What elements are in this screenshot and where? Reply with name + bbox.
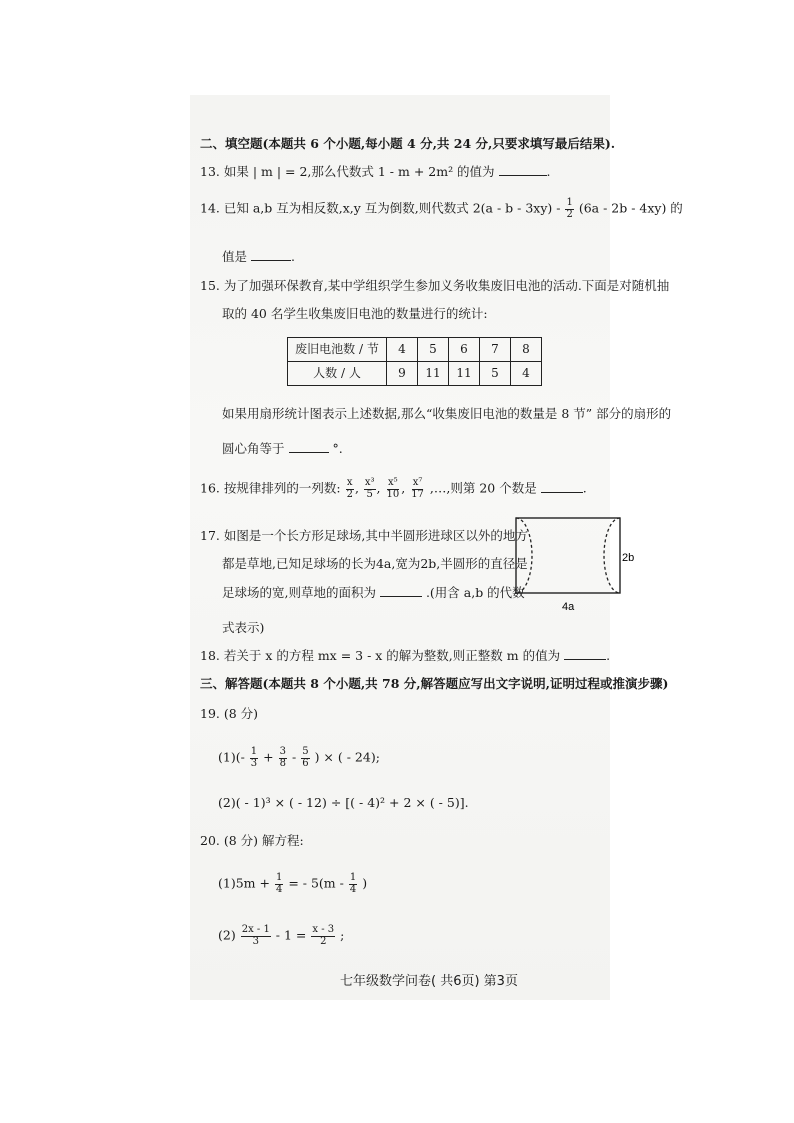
question-18: 18. 若关于 x 的方程 mx = 3 - x 的解为整数,则正整数 m 的值为 . [200, 648, 611, 663]
table-cell: 8 [511, 338, 542, 362]
length-label: 4a [562, 601, 575, 613]
question-16: 16. 按规律排列的一列数: $\frac{x}{2}$ , $\frac{\text{x³}}{5}$ , $\frac{\text{x⁵}}{10}$ , $\frac{\text{x⁷}}{17}$ ,…,则第 20 个数是 . [200, 477, 587, 500]
fraction-denominator: 8 [279, 757, 286, 769]
page-footer: 七年级数学问卷( 共6页) 第3页 [340, 974, 518, 989]
question-14-line2: 值是 . [222, 249, 295, 264]
section2-heading: 二、填空题(本题共 6 个小题,每小题 4 分,共 24 分,只要求填写最后结果). [200, 136, 616, 151]
sequence-term-1 [346, 478, 354, 500]
fraction-denominator: 4 [349, 883, 357, 895]
question-15-line2: 取的 40 名学生收集废旧电池的数量进行的统计: [222, 306, 488, 321]
fraction-numerator: x³ [364, 477, 375, 488]
fraction-numerator: x [346, 477, 353, 488]
question-17-line4: 式表示) [222, 620, 265, 635]
table-cell: 6 [449, 338, 480, 362]
equation-prefix: (2) [218, 927, 236, 943]
fraction-denominator: 17 [411, 488, 424, 500]
left-goal-semicircle [516, 518, 532, 593]
fraction-numerator: x⁵ [388, 477, 398, 488]
equation-prefix: (1)5m + [218, 875, 270, 891]
expr-fraction-1 [250, 747, 258, 769]
battery-stats-table [287, 337, 542, 386]
table-cell: 11 [449, 362, 480, 386]
table-row [288, 338, 542, 362]
question-15-line1: 15. 为了加强环保教育,某中学组织学生参加义务收集废旧电池的活动.下面是对随机抽 [200, 278, 670, 293]
expr-prefix: (1)(- [218, 749, 245, 765]
question-17-line3 [222, 584, 525, 602]
fraction-denominator: 6 [302, 757, 309, 769]
table-header-people: 人数 / 人 [288, 362, 387, 386]
answer-blank-16 [541, 491, 583, 493]
fraction-denominator: 5 [366, 488, 373, 500]
table-header-batteries: 废旧电池数 / 节 [288, 338, 387, 362]
question-13-text: 13. 如果 | m | = 2,那么代数式 1 - m + 2m² 的值为 [200, 164, 495, 179]
table-cell: 7 [480, 338, 511, 362]
question-17-area-label: 足球场的宽,则草地的面积为 [222, 585, 376, 600]
fraction-numerator: 3 [279, 746, 286, 757]
question-16-text-b: ,…,则第 20 个数是 [429, 480, 537, 496]
question-17-line2: 都是草地,已知足球场的长为4a,宽为2b,半圆形的直径是 [222, 556, 528, 571]
fraction-denominator: 2 [566, 208, 573, 220]
question-20-part2 [218, 925, 344, 947]
table-row [288, 362, 542, 386]
table-cell: 5 [418, 338, 449, 362]
fraction-denominator: 2 [346, 488, 353, 500]
fraction-denominator: 3 [250, 757, 258, 769]
equation-suffix: ) [362, 875, 368, 891]
question-18-text: 18. 若关于 x 的方程 mx = 3 - x 的解为整数,则正整数 m 的值为 [200, 648, 561, 663]
fraction-numerator: 2x - 1 [241, 924, 270, 935]
expr-fraction-2 [279, 747, 287, 769]
fraction-numerator: x - 3 [312, 924, 335, 935]
question-15-line4 [222, 440, 343, 458]
field-rectangle [516, 518, 620, 593]
equation-fraction-2 [349, 873, 357, 895]
equation-middle: - 1 = [275, 927, 307, 943]
right-goal-semicircle [604, 518, 620, 593]
table-cell: 4 [511, 362, 542, 386]
answer-blank-17 [380, 595, 422, 597]
question-13: 13. 如果 | m | = 2,那么代数式 1 - m + 2m² 的值为 . [200, 164, 551, 179]
section3-heading: 三、解答题(本题共 8 个小题,共 78 分,解答题应写出文字说明,证明过程或推演步骤) [200, 676, 669, 691]
fraction-denominator: 2 [320, 935, 327, 947]
question-19-part1 [218, 747, 380, 769]
expr-fraction-3 [301, 747, 309, 769]
question-19-title: 19. (8 分) [200, 706, 259, 721]
question-14-text-a: 14. 已知 a,b 互为相反数,x,y 互为倒数,则代数式 2(a - b - 3xy) - [200, 200, 561, 216]
answer-blank-14 [251, 259, 291, 261]
minus-operator: - [291, 749, 297, 765]
equation-fraction-1 [241, 925, 271, 947]
question-14-text-b: (6a - 2b - 4xy) 的 [578, 200, 683, 216]
question-15-angle-label: 圆心角等于 [222, 441, 285, 456]
question-14-value-label: 值是 [222, 249, 248, 264]
fraction-numerator: x⁷ [412, 477, 423, 488]
fraction-numerator: 1 [349, 872, 357, 883]
degree-suffix: °. [332, 441, 343, 456]
fraction-denominator: 3 [252, 935, 259, 947]
equation-fraction-1 [275, 873, 283, 895]
table-cell: 11 [418, 362, 449, 386]
width-label: 2b [622, 552, 635, 564]
answer-blank-15 [289, 451, 329, 453]
question-19-part2: (2)( - 1)³ × ( - 12) ÷ [( - 4)² + 2 × ( - 5)]. [218, 795, 469, 810]
plus-operator: + [263, 749, 274, 765]
question-14 [200, 198, 683, 220]
answer-blank-13 [499, 174, 547, 176]
question-20-title: 20. (8 分) 解方程: [200, 833, 304, 848]
answer-blank-18 [564, 658, 606, 660]
table-cell: 9 [387, 362, 418, 386]
sequence-term-3 [386, 478, 401, 500]
equation-fraction-2 [311, 925, 335, 947]
table-cell: 5 [480, 362, 511, 386]
fraction-denominator: 10 [386, 488, 400, 500]
question-16-text-a: 16. 按规律排列的一列数: [200, 480, 341, 496]
question-17-note: .(用含 a,b 的代数 [425, 585, 525, 600]
sequence-term-4 [410, 478, 425, 500]
fraction-numerator: 1 [275, 872, 283, 883]
question-14-fraction [565, 198, 573, 220]
sequence-term-2 [364, 478, 376, 500]
fraction-numerator: 5 [302, 746, 309, 757]
fraction-numerator: 1 [566, 197, 573, 208]
expr-suffix: ) × ( - 24); [314, 749, 380, 765]
table-cell: 4 [387, 338, 418, 362]
question-20-part1 [218, 873, 367, 895]
soccer-field-figure [512, 515, 640, 615]
question-15-line3: 如果用扇形统计图表示上述数据,那么“收集废旧电池的数量是 8 节” 部分的扇形的 [222, 406, 672, 421]
question-17-line1: 17. 如图是一个长方形足球场,其中半圆形进球区以外的地方 [200, 528, 528, 543]
equation-middle: = - 5(m - [288, 875, 344, 891]
fraction-denominator: 4 [275, 883, 283, 895]
equation-suffix: ; [340, 927, 345, 943]
fraction-numerator: 1 [250, 746, 258, 757]
